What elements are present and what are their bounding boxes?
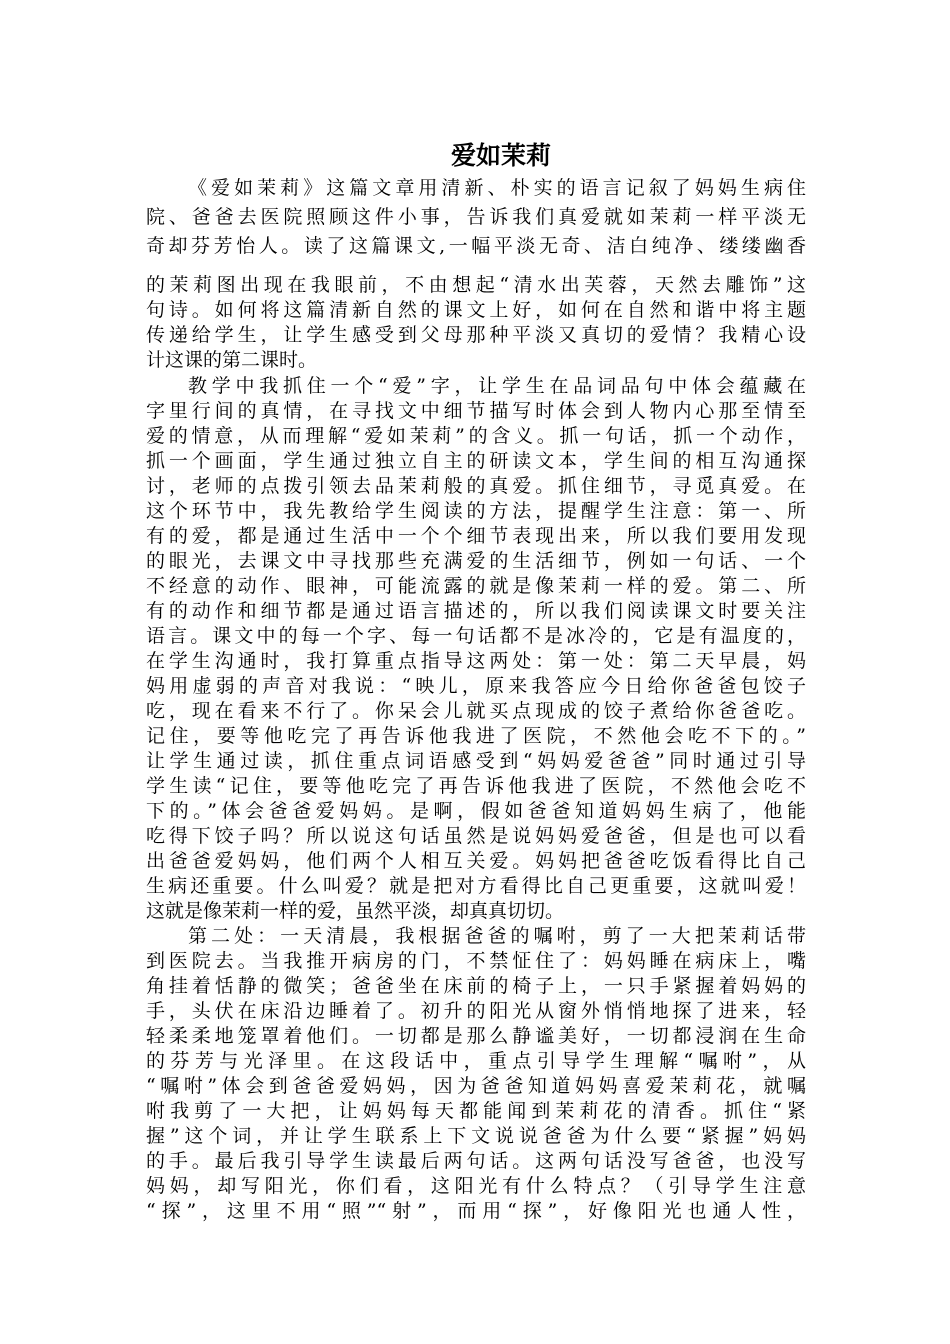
text-line: 讨，老师的点拨引领去品茉莉般的真爱。抓住细节，寻觅真爱。在 bbox=[146, 475, 806, 497]
text-line: 教学中我抓住一个“爱”字，让学生在品词品句中体会蕴藏在 bbox=[188, 375, 806, 397]
text-line: 生病还重要。什么叫爱？就是把对方看得比自己更重要，这就叫爱！ bbox=[146, 875, 806, 897]
text-line: 吃，现在看来不行了。你呆会儿就买点现成的饺子煮给你爸爸吃。 bbox=[146, 700, 806, 722]
text-line: 有的动作和细节都是通过语言描述的，所以我们阅读课文时要关注 bbox=[146, 600, 806, 622]
text-line: 轻柔柔地笼罩着他们。一切都是那么静谧美好，一切都浸润在生命 bbox=[146, 1025, 806, 1047]
text-line: 有的爱，都是通过生活中一个个细节表现出来，所以我们要用发现 bbox=[146, 525, 806, 547]
text-line: 句诗。如何将这篇清新自然的课文上好，如何在自然和谐中将主题 bbox=[146, 299, 806, 321]
text-line: 《爱如茉莉》这篇文章用清新、朴实的语言记叙了妈妈生病住 bbox=[188, 177, 806, 199]
text-line: 下的。”体会爸爸爱妈妈。是啊，假如爸爸知道妈妈生病了，他能 bbox=[146, 800, 806, 822]
text-line: 吃得下饺子吗？所以说这句话虽然是说妈妈爱爸爸，但是也可以看 bbox=[146, 825, 806, 847]
text-line: 这个环节中，我先教给学生阅读的方法，提醒学生注意：第一、所 bbox=[146, 500, 806, 522]
text-line: 握”这个词，并让学生联系上下文说说爸爸为什么要“紧握”妈妈 bbox=[146, 1125, 806, 1147]
text-line: “嘱咐”体会到爸爸爱妈妈，因为爸爸知道妈妈喜爱茉莉花，就嘱 bbox=[146, 1075, 806, 1097]
text-line: 咐我剪了一大把，让妈妈每天都能闻到茉莉花的清香。抓住“紧 bbox=[146, 1100, 806, 1122]
text-line: 角挂着恬静的微笑；爸爸坐在床前的椅子上，一只手紧握着妈妈的 bbox=[146, 975, 806, 997]
text-line: 出爸爸爱妈妈，他们两个人相互关爱。妈妈把爸爸吃饭看得比自己 bbox=[146, 850, 806, 872]
text-line: 的芬芳与光泽里。在这段话中，重点引导学生理解“嘱咐”，从 bbox=[146, 1050, 806, 1072]
text-line: 妈用虚弱的声音对我说：“映儿，原来我答应今日给你爸爸包饺子 bbox=[146, 675, 806, 697]
text-line: 字里行间的真情，在寻找文中细节描写时体会到人物内心那至情至 bbox=[146, 400, 806, 422]
text-line: 手，头伏在床沿边睡着了。初升的阳光从窗外悄悄地探了进来，轻 bbox=[146, 1000, 806, 1022]
text-line: 不经意的动作、眼神，可能流露的就是像茉莉一样的爱。第二、所 bbox=[146, 575, 806, 597]
text-line: 抓一个画面，学生通过独立自主的研读文本，学生间的相互沟通探 bbox=[146, 450, 806, 472]
text-line: 爱的情意，从而理解“爱如茉莉”的含义。抓一句话，抓一个动作， bbox=[146, 425, 806, 447]
text-line: 的茉莉图出现在我眼前，不由想起“清水出芙蓉，天然去雕饰”这 bbox=[146, 274, 806, 296]
text-line: 奇却芬芳怡人。读了这篇课文,一幅平淡无奇、洁白纯净、缕缕幽香 bbox=[146, 235, 806, 257]
text-line: 在学生沟通时，我打算重点指导这两处：第一处：第二天早晨，妈 bbox=[146, 650, 806, 672]
text-line: 第二处：一天清晨，我根据爸爸的嘱咐，剪了一大把茉莉话带 bbox=[188, 925, 806, 947]
text-line: 计这课的第二课时。 bbox=[146, 349, 318, 371]
text-line: 的手。最后我引导学生读最后两句话。这两句话没写爸爸，也没写 bbox=[146, 1150, 806, 1172]
text-line: 的眼光，去课文中寻找那些充满爱的生活细节，例如一句话、一个 bbox=[146, 550, 806, 572]
text-line: 这就是像茉莉一样的爱，虽然平淡，却真真切切。 bbox=[146, 900, 565, 922]
text-line: 让学生通过读，抓住重点词语感受到“妈妈爱爸爸”同时通过引导 bbox=[146, 750, 806, 772]
text-line: 传递给学生，让学生感受到父母那种平淡又真切的爱情？我精心设 bbox=[146, 324, 806, 346]
text-line: 学生读“记住，要等他吃完了再告诉他我进了医院，不然他会吃不 bbox=[146, 775, 806, 797]
text-line: 到医院去。当我推开病房的门，不禁怔住了：妈妈睡在病床上，嘴 bbox=[146, 950, 806, 972]
text-line: 语言。课文中的每一个字、每一句话都不是冰冷的，它是有温度的， bbox=[146, 625, 806, 647]
document-title: 爱如茉莉 bbox=[450, 141, 551, 170]
text-line: 院、爸爸去医院照顾这件小事，告诉我们真爱就如茉莉一样平淡无 bbox=[146, 206, 806, 228]
text-line: “探”，这里不用“照”“射”，而用“探”，好像阳光也通人性， bbox=[146, 1200, 806, 1222]
text-line: 记住，要等他吃完了再告诉他我进了医院，不然他会吃不下的。” bbox=[146, 725, 806, 747]
text-line: 妈妈，却写阳光，你们看，这阳光有什么特点？（引导学生注意 bbox=[146, 1175, 806, 1197]
